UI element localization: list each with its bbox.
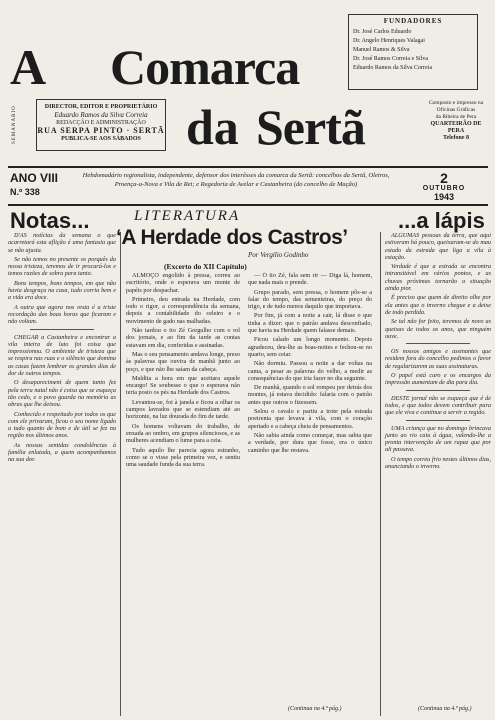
story-column-2 <box>248 272 372 716</box>
paragraph: OS nossos amigos e assinantes que residem fora do concelho pedimos o favor de regularizarem as suas assinaturas. <box>385 348 491 370</box>
lapis-heading: ...a lápis <box>398 208 485 233</box>
paragraph: Maldita a hora em que aceitara aquele encargo! Se soubesse o que o esperava não teria posto os pés na Herdade dos Castros. <box>126 374 240 397</box>
notas-column <box>8 232 121 716</box>
paragraph: Grupo parado, sem pressa, o homem pôs-se a falar do tempo, das sementeiras, do preço do trigo, e de tudo menos daquilo que importava. <box>248 288 372 311</box>
director-box <box>36 99 166 151</box>
publication-day: PUBLICA-SE AOS SÁBADOS <box>61 136 141 142</box>
continued-note: (Continua na 4.ª pág.) <box>288 706 342 712</box>
issue-band <box>8 166 488 206</box>
director-name: Eduardo Ramos da Silva Correia <box>54 111 148 119</box>
paragraph: Levantou-se, foi à janela e ficou a olhar os campos lavrados que se estendiam até ao horizonte, na luz dourada do fim de tarde. <box>126 398 240 421</box>
paragraph: O papel está caro e os encargos da impressão aumentam de dia para dia. <box>385 372 491 387</box>
continued-note: (Continua na 4.ª pág.) <box>418 706 472 712</box>
paragraph: UMA criança que no domingo brincava junto ao rio caiu à água, valendo-lhe a pronta intervenção de um rapaz que por ali passava. <box>385 424 491 454</box>
paragraph: A outra que agora nos resta é a triste recordação das boas horas que ficaram e não voltam. <box>8 303 116 326</box>
article-headline: ‘A Herdade dos Castros’ <box>116 226 348 249</box>
paper-description: Hebdomadário regionalista, independente, defensor dos interêsses da comarca da Sertã: concelhos da Sertã, Oleiros, Proença-a-Nova e Vila de Rei; e Regedoria de Avelar e Castanheira (do concelho de Mação) <box>82 172 390 188</box>
paragraph: Se não temos no presente os porquês da nossa tristeza, teremos de ir procurá-los e temos razões de sobra para tanto. <box>8 255 116 278</box>
founder-line: Manuel Ramos & Silva <box>353 47 410 53</box>
newspaper-page <box>8 4 491 716</box>
paragraph: Por fim, já com a noite a cair, lá disse o que tinha a dizer: que o patrão andava desconfiado, que havia na Herdade quem falasse demais. <box>248 312 372 335</box>
paragraph: As nossas sentidas condolências à família enlutada, a quem acompanhamos na sua dor. <box>8 441 116 464</box>
redaccao-label: REDACÇÃO E ADMINISTRAÇÃO <box>56 120 146 126</box>
lapis-column <box>380 232 491 716</box>
founder-line: Eduardo Ramos da Silva Correia <box>353 65 432 71</box>
issue-year: ANO VIII <box>10 171 59 185</box>
paragraph: O desapareciment de quem tanto fez pela terra natal não é coisa que se esqueça tão cedo, e o povo guarda na memória as obras que lhe deixou. <box>8 379 116 409</box>
paragraph: Bons tempos, bons tempos, em que não havia desgraça na casa, tudo corria bem e a vida era doce. <box>8 279 116 302</box>
paragraph: Não dormiu. Passou a noite a dar voltas na cama, a pesar as palavras do velho, a medir as consequências do que iria fazer no dia seguinte. <box>248 360 372 382</box>
print-note: da Ribeira de Pera <box>435 114 477 120</box>
paragraph: Conhecido e respeitado por todos os que com ele privaram, ficou o seu nome ligado a tudo quanto de bom e de útil se fez na região nos últimos anos. <box>8 410 116 440</box>
notas-heading: Notas... <box>10 208 90 233</box>
paragraph: CHEGAR a Castanheira e encontrar a vila inteira de luto foi coisa que impressionou. O ambiente de tristeza que se respira nas ruas e o silêncio que domina as casas fazem lembrar os grandes dias de dor de outros tempos. <box>8 333 116 378</box>
quarteirao: QUARTEIRÃO DE PERA <box>430 121 482 134</box>
paragraph: O tempo correu frio nestes últimos dias, anunciando o inverno. <box>385 455 491 471</box>
issue-number: N.º 338 <box>10 187 40 197</box>
article-excerpt-note: (Excerto do XII Capítulo) <box>164 262 247 271</box>
paragraph: Ficou calado um longo momento. Depois agradeceu, deu-lhe as boas-noites e fechou-se no quarto, sem ceiar. <box>248 336 372 358</box>
divider <box>406 420 470 421</box>
divider <box>30 329 95 330</box>
paragraph: É preciso que quem de direito olhe por ela antes que o inverno chegue e a deixe de todo perdida. <box>385 294 491 316</box>
paragraph: Se tal não for feito, teremos de novo as queixas de todos os anos, que ninguém ouve. <box>385 318 491 340</box>
article-byline: Por Vergílio Godinho <box>248 251 309 259</box>
paragraph: Não sabia ainda como começar, mas sabia que a verdade, por dura que fosse, era o único caminho que lhe restava. <box>248 431 372 454</box>
paragraph: Primeiro, deu entrada na Herdade, com todo o rigor, a correspondência da semana, depois a contabilidade do celeiro e o movimento de gado nas malhadas. <box>126 295 240 325</box>
founder-line: Dr. José Carlos Eduardo <box>353 29 412 35</box>
paragraph: DESTE jornal não se esqueça que é de todos, e que todos devem contribuir para que ele viva e continue a servir a região. <box>385 394 491 417</box>
date-year: 1943 <box>433 192 455 202</box>
paragraph: Mas o seu pensamento andava longe, preso às palavras que ouvira de manhã junto ao poço, e que não lhe saíam da cabeça. <box>126 350 240 373</box>
divider <box>406 390 470 391</box>
masthead <box>8 4 488 162</box>
founders-box <box>348 14 478 90</box>
divider <box>406 343 470 344</box>
date-day: 2 <box>440 170 448 186</box>
story-column-1 <box>126 272 240 716</box>
director-label: DIRECTOR, EDITOR E PROPRIETÁRIO <box>44 104 158 110</box>
title-a: A <box>10 39 46 95</box>
title-da: da <box>186 99 239 155</box>
paragraph: Verdade é que a estrada se encontra intransitável em vários pontos, e as chuvas próximas tornarão a situação ainda pior. <box>385 263 491 293</box>
address: RUA SERPA PINTO · SERTÃ <box>37 126 165 135</box>
paragraph: Selou o cavalo e partiu a trote pela estrada poeirenta que levava à vila, com o coração apertado e a cabeça cheia de pensamentos. <box>248 408 372 430</box>
paragraph: ALGUMAS pessoas da terra, que aqui estiveram há pouco, queixaram-se do mau estado da estrada que liga a vila à estação. <box>385 232 491 261</box>
print-note: Oficinas Gráficas <box>436 107 476 113</box>
print-note: Composto e impresso na <box>428 100 484 106</box>
issue-date <box>402 171 486 202</box>
title-serta: Sertã <box>256 99 365 155</box>
paragraph: ALMOÇO engolido à pressa, correu ao escritório, onde o esperava um monte de papéis por despachar. <box>126 272 240 294</box>
semanario-label: SEMANÁRIO <box>12 105 17 145</box>
paragraph: Os homens voltavam do trabalho, de enxada ao ombro, em grupos silenciosos, e as mulheres acendiam o lume para a ceia. <box>126 422 240 445</box>
paragraph: — Ó tio Zé, fala sem rir — Diga lá, homem, que nada mais o prende. <box>248 272 372 287</box>
founder-line: Dr. José Ramos Correia e Silva <box>353 56 428 62</box>
date-month: OUTUBRO <box>422 185 466 192</box>
literatura-heading: LITERATURA <box>134 208 241 224</box>
paragraph: D'AS notícias da semana o que acarretará esta aflição é uma fantasia que se não ajusta. <box>8 232 116 254</box>
founders-heading: FUNDADORES <box>383 17 443 25</box>
print-info-box <box>426 100 486 160</box>
paragraph: Não tardou o tio Zé Gorgulho com o rol dos jornais, e ao fim da tarde as contas estavam em dia, conferidas e assinadas. <box>126 327 240 349</box>
paragraph: Tudo aquilo lhe parecia agora estranho, como se o visse pela primeira vez, e sentiu uma saudade funda da sua terra. <box>126 446 240 469</box>
telefone: Telefone 8 <box>443 135 469 141</box>
paragraph: De manhã, quando o sol rompeu por detrás dos montes, já estava decidido: falaria com o patrão antes que outros o fizessem. <box>248 384 372 406</box>
founder-line: Dr. Angelo Henriques Valagai <box>353 38 425 44</box>
title-comarca: Comarca <box>110 39 300 95</box>
